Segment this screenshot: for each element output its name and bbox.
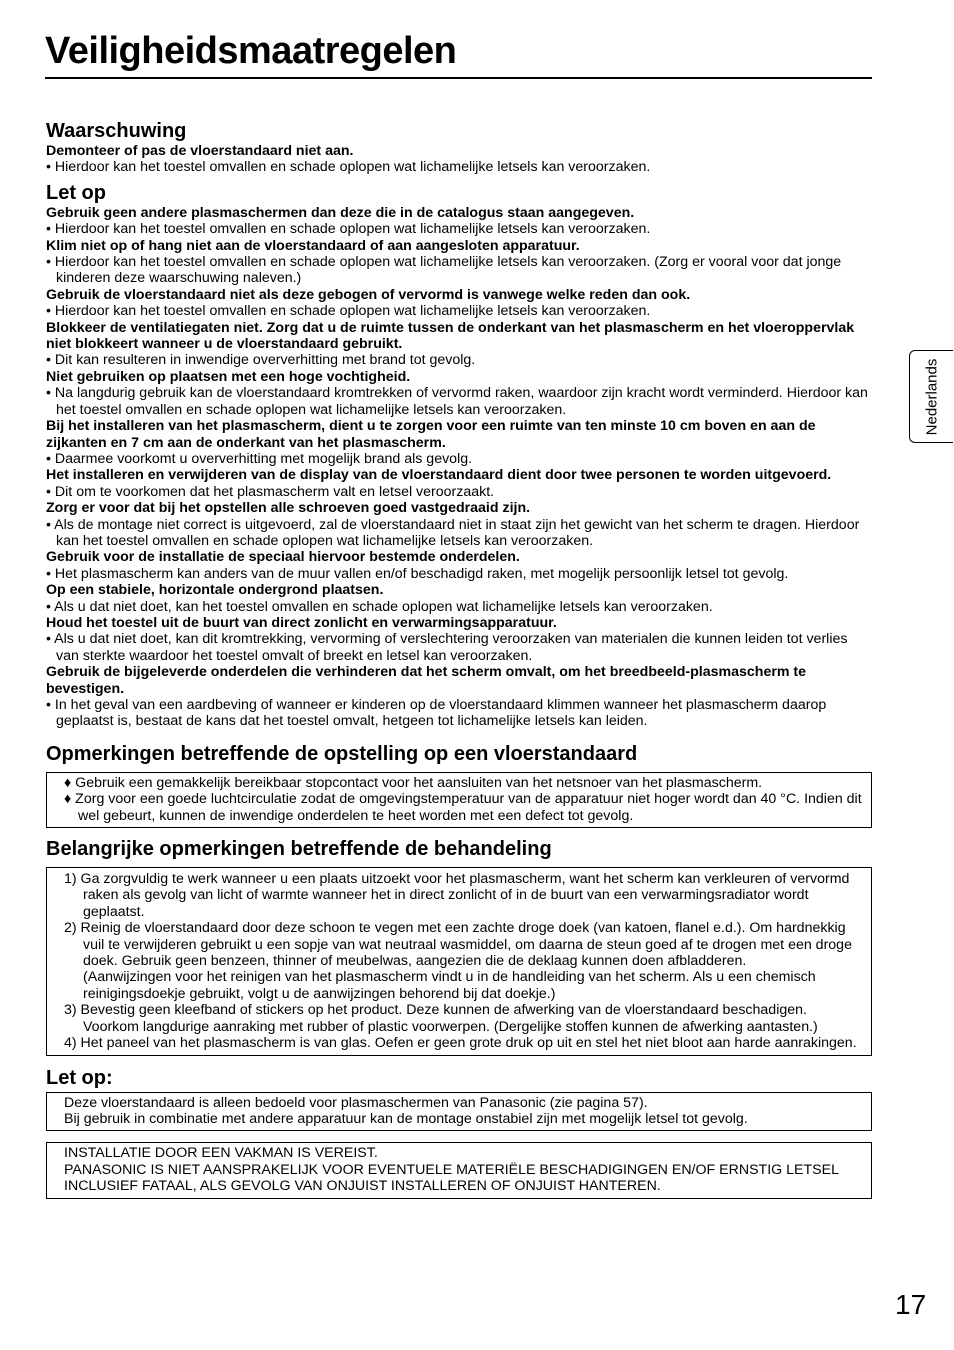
- setup-note-item: ♦ Zorg voor een goede luchtcirculatie zodat de omgevingstemperatuur van de apparatuur niet hoger wordt dan 40 °C. Indien dit wel gebeurt, kunnen de inwendige onderdelen te heet worden met een defect tot gevolg.: [64, 791, 862, 824]
- caution-item-title: Gebruik geen andere plasmaschermen dan deze die in de catalogus staan aangegeven.: [46, 204, 635, 221]
- caution-item-title: Zorg er voor dat bij het opstellen alle schroeven goed vastgedraaid zijn.: [46, 500, 531, 517]
- warning-heading: Waarschuwing: [46, 120, 187, 142]
- language-tab-label: Nederlands: [923, 358, 940, 435]
- warning-item: [46, 143, 872, 176]
- handling-notes-heading: Belangrijke opmerkingen betreffende de behandeling: [46, 838, 552, 861]
- handling-note-item: 4) Het paneel van het plasmascherm is van glas. Oefen er geen grote druk op uit en stel het niet bloot aan harde aanrakingen.: [64, 1035, 857, 1052]
- note-heading: Let op:: [46, 1066, 113, 1089]
- caution-item-bullet: • Als u dat niet doet, kan dit kromtrekking, vervorming of verslechtering veroorzaken van materialen die kunnen leiden tot verlies van sterkte waardoor het toestel omvalt of breekt en letsel kan veroorzaken.: [46, 631, 848, 664]
- caution-item-title: Gebruik de vloerstandaard niet als deze gebogen of vervormd is vanwege welke reden dan ook.: [46, 286, 691, 303]
- caution-item-bullet: • In het geval van een aardbeving of wanneer er kinderen op de vloerstandaard klimmen wanneer het plasmascherm daarop geplaatst is, bestaat de kans dat het toestel omvalt, hetgeen tot lichamelijke letsels kan leiden.: [46, 697, 827, 730]
- handling-note-subtext: (Aanwijzingen voor het reinigen van het plasmascherm vindt u in de handleiding van het scherm. Als u een chemisch reinigingsdoekje gebruikt, volgt u de aanwijzingen behorend bij dat doekje.): [83, 969, 816, 1002]
- caution-item-bullet: • Hierdoor kan het toestel omvallen en schade oplopen wat lichamelijke letsels kan veroorzaken.: [46, 303, 651, 320]
- caution-item-title: Klim niet op of hang niet aan de vloerstandaard of aan aangesloten apparatuur.: [46, 237, 580, 254]
- caution-heading: Let op: [46, 181, 106, 204]
- caution-item-bullet: • Dit kan resulteren in inwendige oververhitting met brand tot gevolg.: [46, 352, 476, 369]
- caution-item-bullet: • Als de montage niet correct is uitgevoerd, zal de vloerstandaard niet in staat zijn het gewicht van het scherm te dragen. Hierdoor kan het toestel omvallen en schade oplopen wat lichamelijke letsels kan veroorzaken.: [46, 516, 860, 549]
- page-title: Veiligheidsmaatregelen: [45, 30, 457, 72]
- caution-item-bullet: • Dit om te voorkomen dat het plasmascherm valt en letsel veroorzaakt.: [46, 483, 495, 500]
- caution-item-bullet: • Hierdoor kan het toestel omvallen en schade oplopen wat lichamelijke letsels kan veroorzaken. (Zorg er vooral voor dat jonge kinderen deze waarschuwing naleven.): [46, 254, 842, 287]
- language-tab: [909, 350, 953, 443]
- disclaimer-line: INSTALLATIE DOOR EEN VAKMAN IS VEREIST.: [64, 1145, 378, 1162]
- caution-item-title: Bij het installeren van het plasmascherm, dient u te zorgen voor een ruimte van ten minste 10 cm boven en aan de zijkanten en 7 cm aan de onderkant van het plasmascherm.: [46, 418, 816, 451]
- handling-note-item: 1) Ga zorgvuldig te werk wanneer u een plaats uitzoekt voor het plasmascherm, want het scherm kan verkleuren of vervormd raken als gevolg van licht of warmte wanneer het in direct zonlicht of in de buurt van een verwarmingsradiator wordt geplaatst.: [64, 871, 850, 920]
- caution-item-title: Gebruik voor de installatie de speciaal hiervoor bestemde onderdelen.: [46, 549, 520, 566]
- caution-list: [46, 205, 872, 730]
- disclaimer-line: PANASONIC IS NIET AANSPRAKELIJK VOOR EVENTUELE MATERIËLE BESCHADIGINGEN EN/OF ERNSTIG LETSEL INCLUSIEF FATAAL, ALS GEVOLG VAN ONJUIST INSTALLEREN OF ONJUIST HANTEREN.: [64, 1161, 839, 1195]
- caution-item-bullet: • Het plasmascherm kan anders van de muur vallen en/of beschadigd raken, met mogelijk persoonlijk letsel tot gevolg.: [46, 565, 789, 582]
- setup-note-item: ♦ Gebruik een gemakkelijk bereikbaar stopcontact voor het aansluiten van het netsnoer van het plasmascherm.: [64, 774, 763, 791]
- caution-item-title: Blokkeer de ventilatiegaten niet. Zorg dat u de ruimte tussen de onderkant van het plasmascherm en het vloeroppervlak niet blokkeert wanneer u de vloerstandaard gebruikt.: [46, 319, 855, 353]
- warning-item-bullet: • Hierdoor kan het toestel omvallen en schade oplopen wat lichamelijke letsels kan veroorzaken.: [46, 159, 651, 176]
- caution-item-title: Op een stabiele, horizontale ondergrond plaatsen.: [46, 582, 384, 599]
- caution-item-title: Houd het toestel uit de buurt van direct zonlicht en verwarmingsapparatuur.: [46, 614, 557, 631]
- caution-item-bullet: • Daarmee voorkomt u oververhitting met mogelijk brand als gevolg.: [46, 450, 473, 467]
- caution-item-bullet: • Als u dat niet doet, kan het toestel omvallen en schade oplopen wat lichamelijke letsels kan veroorzaken.: [46, 598, 713, 615]
- setup-notes-box: [46, 772, 872, 828]
- caution-item-title: Niet gebruiken op plaatsen met een hoge vochtigheid.: [46, 368, 411, 385]
- caution-item-title: Gebruik de bijgeleverde onderdelen die verhinderen dat het scherm omvalt, om het breedbeeld-plasmascherm te bevestigen.: [46, 664, 807, 697]
- note-box: [46, 1092, 872, 1132]
- content: [46, 119, 872, 1199]
- caution-item-bullet: • Hierdoor kan het toestel omvallen en schade oplopen wat lichamelijke letsels kan veroorzaken.: [46, 221, 651, 238]
- handling-notes-box: [46, 867, 872, 1055]
- note-line: Bij gebruik in combinatie met andere apparatuur kan de montage onstabiel zijn met mogelijk letsel tot gevolg.: [64, 1110, 748, 1127]
- setup-notes-heading: Opmerkingen betreffende de opstelling op een vloerstandaard: [46, 742, 638, 765]
- disclaimer-box: [46, 1142, 872, 1198]
- page-number: 17: [895, 1289, 927, 1320]
- caution-item-bullet: • Na langdurig gebruik kan de vloerstandaard kromtrekken of vervormd raken, waardoor zijn kracht wordt verminderd. Hierdoor kan het toestel omvallen en schade oplopen wat lichamelijke letsels kan veroorzaken.: [46, 385, 868, 418]
- handling-note-item: 3) Bevestig geen kleefband of stickers op het product. Deze kunnen de afwerking van de vloerstandaard beschadigen. Voorkom langdurige aanraking met rubber of plastic voorwerpen. (Dergelijke stoffen kunnen de afwerking aantasten.): [64, 1002, 818, 1035]
- note-line: Deze vloerstandaard is alleen bedoeld voor plasmaschermen van Panasonic (zie pagina 57).: [64, 1094, 648, 1111]
- caution-item-title: Het installeren en verwijderen van de display van de vloerstandaard dient door twee personen te worden uitgevoerd.: [46, 467, 832, 484]
- warning-item-title: Demonteer of pas de vloerstandaard niet aan.: [46, 143, 354, 159]
- title-rule: [45, 77, 872, 79]
- handling-note-item: 2) Reinig de vloerstandaard door deze schoon te vegen met een zachte droge doek (van katoen, flanel e.d.). Om hardnekkig vuil te verwijderen gebruikt u een sopje van wat neutraal wasmiddel, om daarna de steun goed af te drogen met een droge doek. Gebruik geen benzeen, thinner of meubelwas, aangezien die de deklaag kunnen doen afbladderen.: [64, 920, 852, 970]
